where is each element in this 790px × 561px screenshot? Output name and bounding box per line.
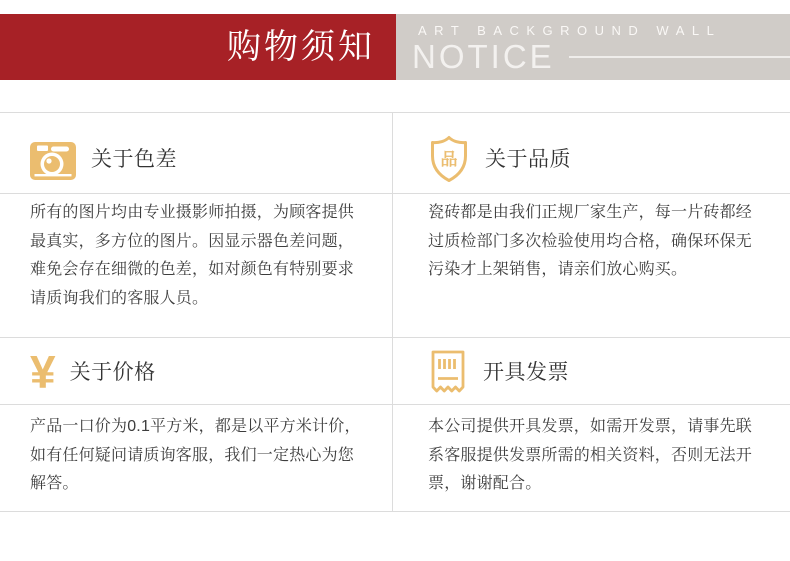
section-body-price: 产品一口价为0.1平方米，都是以平方米计价， 如有任何疑问请质询客服，我们一定热心为您 解答。 bbox=[30, 418, 361, 493]
notice-title: NOTICE bbox=[412, 38, 555, 75]
header-red-banner bbox=[0, 14, 396, 80]
section-body-invoice: 本公司提供开具发票，如需开发票，请事先联 系客服提供发票所需的相关资料，否则无法开 票，谢谢配合。 bbox=[428, 418, 753, 493]
section-header-invoice bbox=[393, 338, 790, 405]
section-body-color-difference: 所有的图片均由专业摄影师拍摄，为顾客提供 最真实，多方位的图片。因显示器色差问题， 难免会存在细微的色差，如对颜色有特别要求 请质询我们的客服人员。 bbox=[0, 194, 392, 338]
section-body-quality: 瓷砖都是由我们正规厂家生产，每一片砖都经 过质检部门多次检验使用均合格，确保环保无 污染才上架销售，请亲们放心购买。 bbox=[393, 194, 790, 338]
page-header bbox=[0, 14, 790, 80]
shield-icon bbox=[428, 135, 470, 183]
page-title: 购物须知 bbox=[227, 28, 375, 66]
section-title: 开具发票 bbox=[483, 360, 569, 384]
notice-row bbox=[412, 40, 790, 73]
header-gray-banner bbox=[396, 14, 790, 80]
notice-column-right bbox=[393, 113, 790, 511]
notice-underline bbox=[569, 56, 790, 58]
quality-glyph: 品 bbox=[440, 150, 458, 169]
section-title: 关于色差 bbox=[91, 147, 177, 171]
yuan-icon: ¥ bbox=[30, 346, 56, 398]
camera-icon bbox=[30, 138, 76, 180]
header-subtitle: ART BACKGROUND WALL bbox=[418, 23, 722, 38]
section-header-color-difference bbox=[0, 113, 392, 194]
section-title: 关于品质 bbox=[485, 147, 571, 171]
section-title: 关于价格 bbox=[69, 360, 156, 384]
section-header-quality bbox=[393, 113, 790, 194]
receipt-icon bbox=[428, 350, 468, 394]
notice-grid bbox=[0, 112, 790, 512]
notice-column-left bbox=[0, 113, 393, 511]
section-header-price bbox=[0, 338, 392, 405]
